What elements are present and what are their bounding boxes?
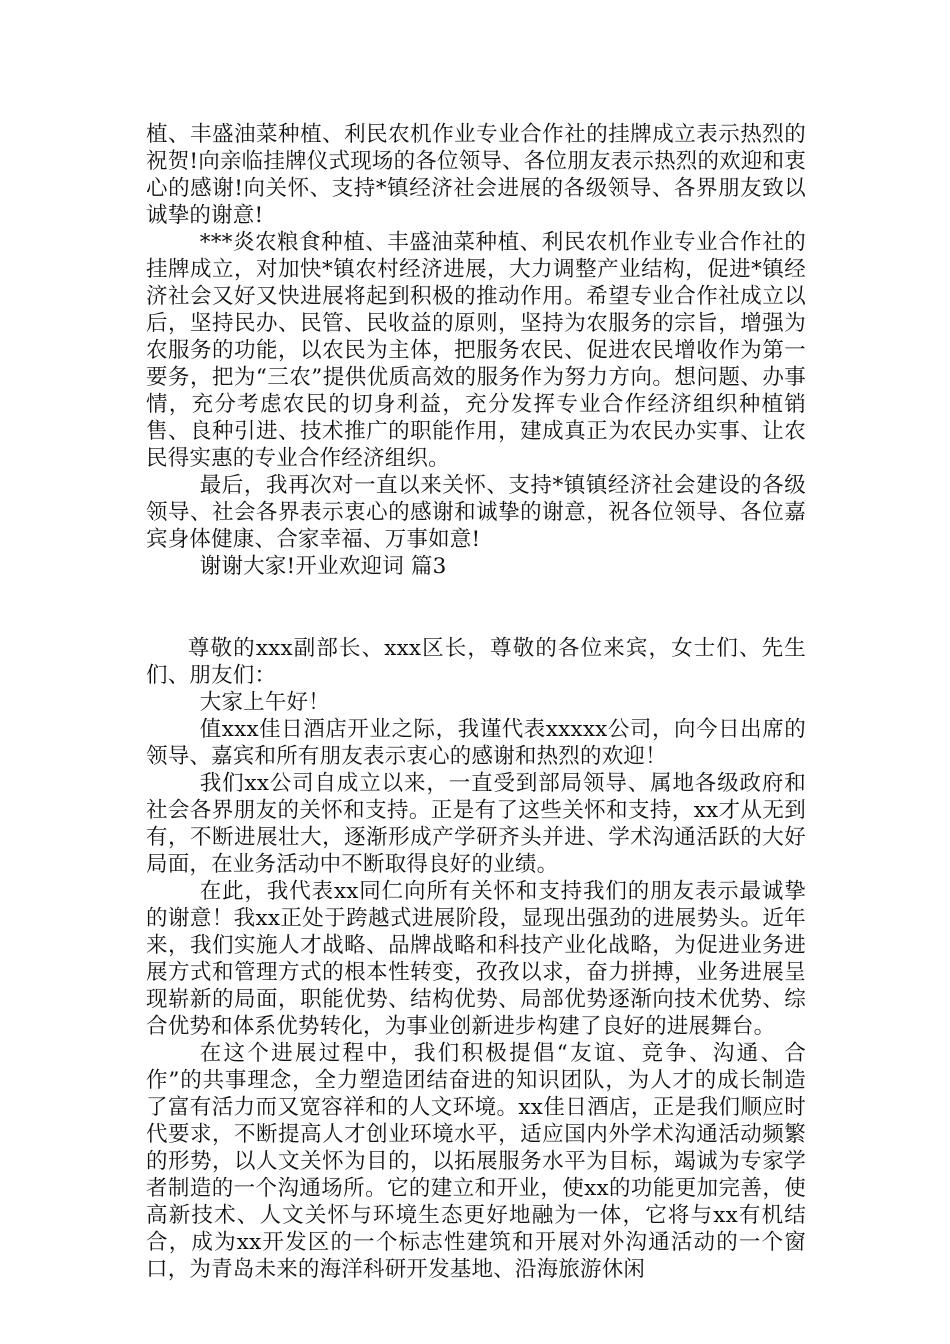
paragraph-welcome: 值xxx佳日酒店开业之际，我谨代表xxxxx公司，向今日出席的领导、嘉宾和所有朋友表示衷心的感谢和热烈的欢迎！ (146, 717, 806, 769)
greeting: 大家上午好！ (199, 690, 330, 715)
paragraph-hotel-purpose: 在这个进展过程中，我们积极提倡“友谊、竞争、沟通、合作”的共事理念，全力塑造团结奋进的知识团队，为人才的成长制造了富有活力而又宽容祥和的人文环境。xx佳日酒店，正是我们顺应时代要求，不断提高人才创业环境水平，适应国内外学术沟通活动频繁的形势，以人文关怀为目的，以拓展服务水平为目标，竭诚为专家学者制造的一个沟通场所。它的建立和开业，使xx的功能更加完善，使高新技术、人文关怀与环境生态更好地融为一体，它将与xx有机结合，成为xx开发区的一个标志性建筑和开展对外沟通活动的一个窗口，为青岛未来的海洋科研开发基地、沿海旅游休闲 (146, 1041, 806, 1282)
section-spacer (146, 580, 806, 635)
paragraph-final-thanks: 最后，我再次对一直以来关怀、支持*镇镇经济社会建设的各级领导、社会各界表示衷心的感谢和诚挚的谢意，祝各位领导、各位嘉宾身体健康、合家幸福、万事如意! (146, 473, 806, 552)
closing-line-heading: 谢谢大家!开业欢迎词 篇3 (199, 554, 447, 579)
paragraph-company-history: 我们xx公司自成立以来，一直受到部局领导、属地各级政府和社会各界朋友的关怀和支持。正是有了这些关怀和支持，xx才从无到有，不断进展壮大，逐渐形成产学研齐头并进、学术沟通活跃的大好局面，在业务活动中不断取得良好的业绩。 (146, 771, 806, 877)
document-page (146, 121, 806, 1283)
salutation: 尊敬的xxx副部长、xxx区长，尊敬的各位来宾，女士们、先生们、朋友们： (146, 636, 806, 688)
paragraph-strategy: 在此，我代表xx同仁向所有关怀和支持我们的朋友表示最诚挚的谢意！我xx正处于跨越式进展阶段，显现出强劲的进展势头。近年来，我们实施人才战略、品牌战略和科技产业化战略，为促进业务进展方式和管理方式的根本性转变，孜孜以求，奋力拼搏，业务进展呈现崭新的局面，职能优势、结构优势、局部优势逐渐向技术优势、综合优势和体系优势转化，为事业创新进步构建了良好的进展舞台。 (146, 879, 806, 1039)
paragraph-congratulations: 植、丰盛油菜种植、利民农机作业专业合作社的挂牌成立表示热烈的祝贺!向亲临挂牌仪式现场的各位领导、各位朋友表示热烈的欢迎和衷心的感谢!向关怀、支持*镇经济社会进展的各级领导、各界朋友致以诚挚的谢意! (146, 122, 806, 228)
paragraph-cooperative-hopes: ***炎农粮食种植、丰盛油菜种植、利民农机作业专业合作社的挂牌成立，对加快*镇农村经济进展，大力调整产业结构，促进*镇经济社会又好又快进展将起到积极的推动作用。希望专业合作社成立以后，坚持民办、民管、民收益的原则，坚持为农服务的宗旨，增强为农服务的功能，以农民为主体，把服务农民、促进农民增收作为第一要务，把为“三农”提供优质高效的服务作为努力方向。想问题、办事情，充分考虑农民的切身利益，充分发挥专业合作经济组织种植销售、良种引进、技术推广的职能作用，建成真正为农民办实事、让农民得实惠的专业合作经济组织。 (146, 230, 806, 471)
